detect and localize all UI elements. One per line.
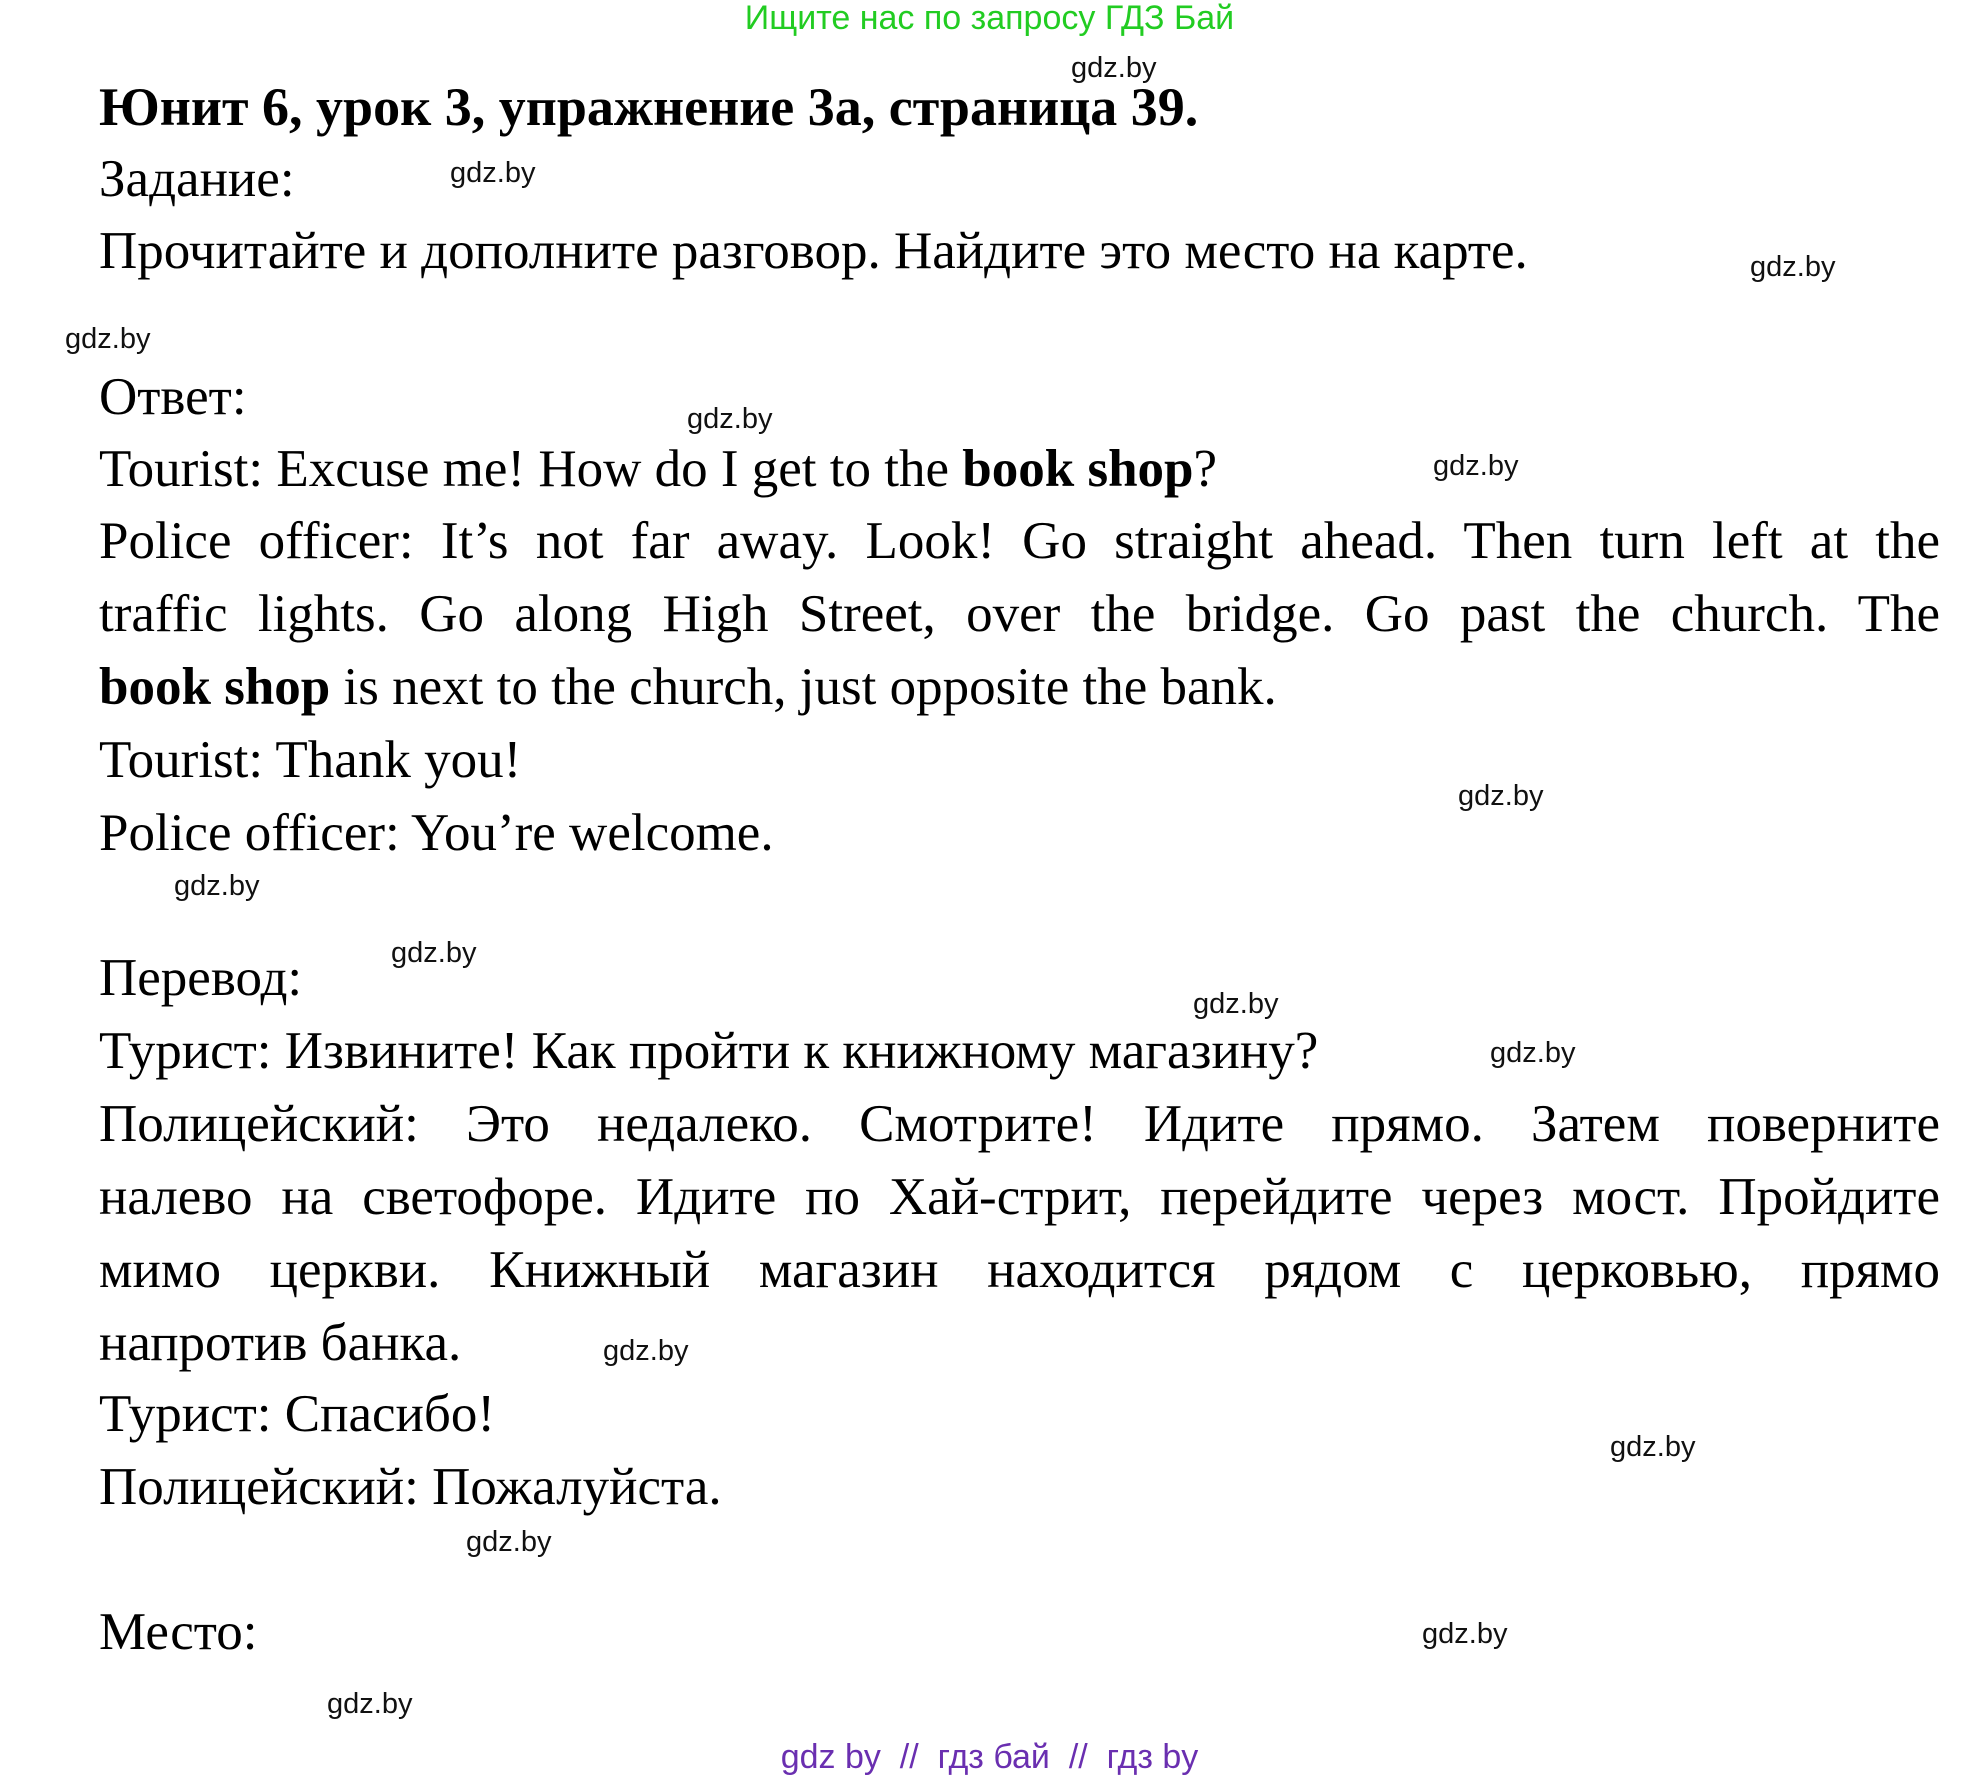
watermark: gdz.by [1750,251,1836,283]
watermark: gdz.by [466,1526,552,1558]
page-title: Юнит 6, урок 3, упражнение 3a, страница 39. [99,77,1199,137]
translation-officer-welcome: Полицейский: Пожалуйста. [99,1458,722,1516]
watermark: gdz.by [603,1335,689,1367]
place-label: Место: [99,1603,258,1661]
answer-label: Ответ: [99,368,247,426]
answer-tourist-question-prefix: Tourist: Excuse me! How do I get to the [99,440,963,498]
answer-officer-line-2: traffic lights. Go along High Street, over the bridge. Go past the church. The [99,585,1940,643]
answer-officer-line-1: Police officer: It’s not far away. Look! Go straight ahead. Then turn left at the [99,512,1940,570]
watermark: gdz.by [174,870,260,902]
translation-officer-line-4: напротив банка. [99,1314,462,1372]
translation-officer-line-2: налево на светофоре. Идите по Хай-стрит, перейдите через мост. Пройдите [99,1168,1940,1226]
translation-label: Перевод: [99,949,303,1007]
translation-tourist-thanks: Турист: Спасибо! [99,1385,495,1443]
watermark: gdz.by [450,157,536,189]
watermark: gdz.by [1490,1037,1576,1069]
watermark: gdz.by [1458,780,1544,812]
answer-tourist-question [99,438,1217,500]
answer-officer-line-3-rest: is next to the church, just opposite the bank. [330,658,1277,716]
footer-links: gdz by // гдз бай // гдз by [780,1738,1199,1776]
watermark: gdz.by [687,403,773,435]
answer-book-shop-bold: book shop [962,440,1194,498]
watermark: gdz.by [391,937,477,969]
translation-officer-line-1: Полицейский: Это недалеко. Смотрите! Идите прямо. Затем поверните [99,1095,1940,1153]
watermark: gdz.by [65,323,151,355]
answer-tourist-thanks: Tourist: Thank you! [99,731,522,789]
translation-officer-directions [99,1088,1940,1380]
answer-tourist-question-suffix: ? [1193,440,1218,498]
answer-officer-book-shop-bold: book shop [99,658,331,716]
task-text: Прочитайте и дополните разговор. Найдите это место на карте. [99,222,1528,280]
translation-tourist-question: Турист: Извините! Как пройти к книжному магазину? [99,1022,1319,1080]
task-label: Задание: [99,150,295,208]
translation-officer-line-3: мимо церкви. Книжный магазин находится рядом с церковью, прямо [99,1241,1940,1299]
answer-officer-welcome: Police officer: You’re welcome. [99,804,774,862]
watermark: gdz.by [327,1688,413,1720]
watermark: gdz.by [1422,1618,1508,1650]
watermark: gdz.by [1071,52,1157,84]
answer-officer-line-3 [99,651,1940,724]
watermark: gdz.by [1610,1431,1696,1463]
watermark: gdz.by [1193,988,1279,1020]
watermark: gdz.by [1433,450,1519,482]
top-banner: Ищите нас по запросу ГДЗ Бай [744,0,1235,37]
answer-officer-directions [99,505,1940,724]
